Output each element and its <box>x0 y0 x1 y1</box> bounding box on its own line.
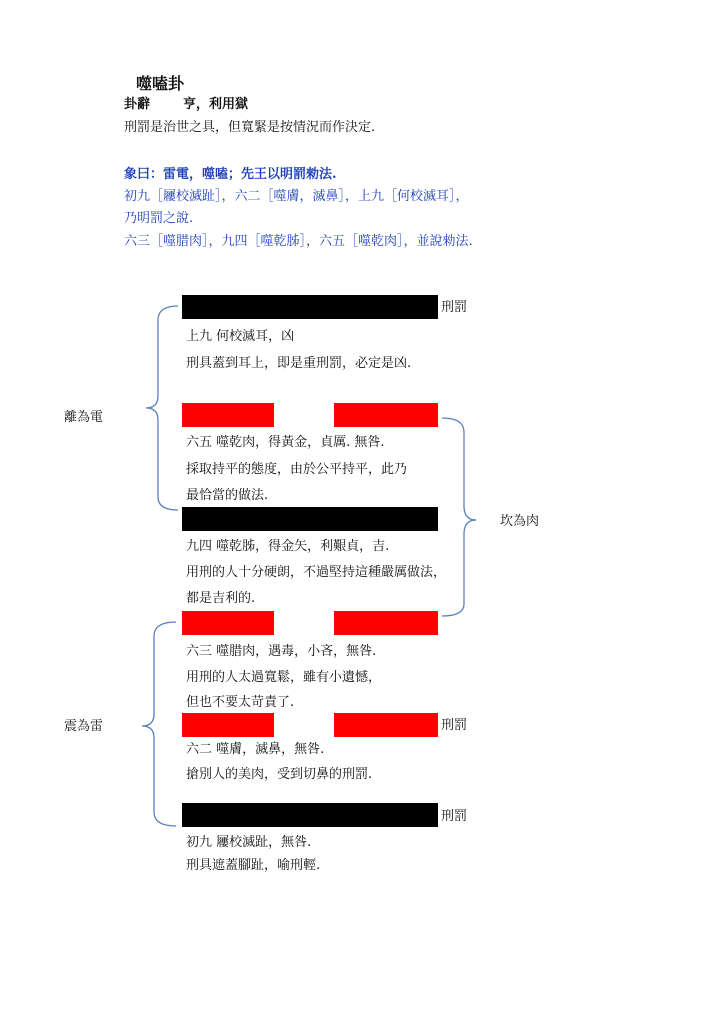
yin-line-six-five-left <box>182 403 274 427</box>
nine-four-note-1: 用刑的人十分硬朗，不過堅持這種嚴厲做法， <box>186 565 447 580</box>
lower-trigram-label: 震為雷 <box>64 719 104 734</box>
judgment-note: 刑罰是治世之具，但寬緊是按情況而作決定. <box>124 120 376 135</box>
side-label-six-two: 刑罰 <box>441 718 468 733</box>
side-label-top: 刑罰 <box>441 300 468 315</box>
first-nine-note-1: 刑具遮蓋腳趾，喻刑輕. <box>186 858 321 873</box>
image-line-1: 象曰：雷電，噬嗑；先王以明罰勑法. <box>124 167 337 182</box>
six-three-note-2: 但也不要太苛責了. <box>186 695 295 710</box>
top-nine-note: 刑具蓋到耳上，即是重刑罰，必定是凶. <box>186 356 412 371</box>
image-line-2: 初九［屨校滅趾］，六二［噬膚，滅鼻］，上九［何校滅耳］， <box>124 189 469 204</box>
six-two-note-1: 搶別人的美肉，受到切鼻的刑罰. <box>186 767 373 782</box>
six-five-note-2: 最恰當的做法. <box>186 488 269 503</box>
side-label-bottom: 刑罰 <box>441 809 468 824</box>
yin-line-six-two-left <box>182 713 274 737</box>
image-line-3: 乃明罰之說. <box>124 211 194 226</box>
yin-line-six-three-right <box>334 611 438 635</box>
yin-line-six-five-right <box>334 403 438 427</box>
upper-trigram-brace <box>146 306 178 510</box>
yin-line-six-three-left <box>182 611 274 635</box>
yang-line-top-nine <box>182 295 438 319</box>
yang-line-first-nine <box>182 803 438 827</box>
six-three-text: 六三 噬腊肉，遇毒，小吝，無咎. <box>186 644 377 659</box>
top-nine-text: 上九 何校滅耳，凶 <box>186 329 295 344</box>
nine-four-note-2: 都是吉利的. <box>186 591 256 606</box>
lower-trigram-brace <box>142 622 176 826</box>
judgment-text: 亨，利用獄 <box>183 97 249 112</box>
inner-trigram-label: 坎為肉 <box>500 514 540 529</box>
six-two-text: 六二 噬膚，滅鼻，無咎. <box>186 742 325 757</box>
six-five-text: 六五 噬乾肉，得黃金，貞厲. 無咎. <box>186 435 385 450</box>
six-five-note-1: 採取持平的態度，由於公平持平，此乃 <box>186 462 408 477</box>
page-title: 噬嗑卦 <box>136 74 185 93</box>
yang-line-nine-four <box>182 507 438 531</box>
upper-trigram-label: 離為電 <box>64 410 104 425</box>
judgment-label: 卦辭 <box>124 97 151 112</box>
inner-trigram-brace <box>442 418 476 616</box>
first-nine-text: 初九 屨校滅趾，無咎. <box>186 835 312 850</box>
image-line-4: 六三［噬腊肉］，九四［噬乾胏］，六五［噬乾肉］，並說勑法. <box>124 234 473 249</box>
nine-four-text: 九四 噬乾胏，得金矢，利艱貞，吉. <box>186 539 390 554</box>
yin-line-six-two-right <box>334 713 438 737</box>
six-three-note-1: 用刑的人太過寬鬆，雖有小遺憾， <box>186 670 382 685</box>
